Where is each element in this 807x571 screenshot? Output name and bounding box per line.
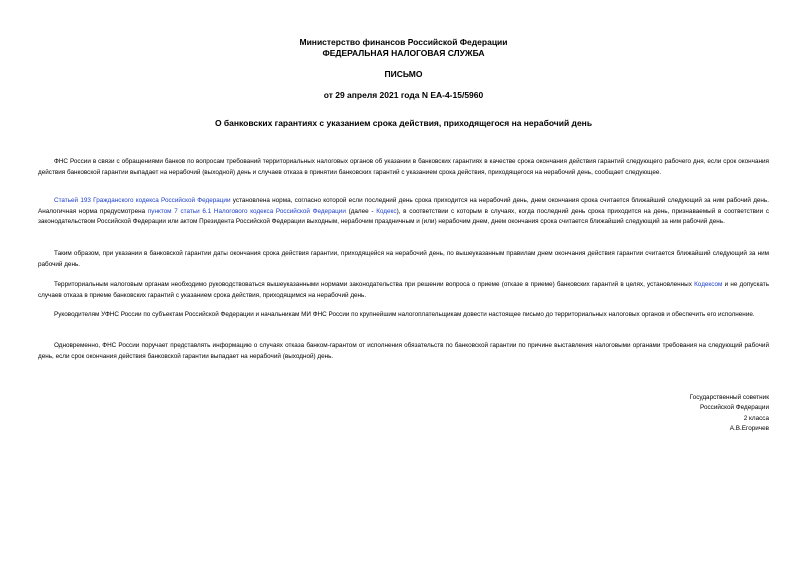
paragraph-4-text-2: и не допускать случаев отказа в приеме банковских гарантий с указанием срока действия, приходящимся на нерабочий день. bbox=[38, 281, 769, 299]
signature-title-1: Государственный советник bbox=[689, 394, 769, 401]
signature-block bbox=[609, 393, 769, 434]
paragraph-5: Руководителям УФНС России по субъектам Российской Федерации и начальникам МИ ФНС России по крупнейшим налогоплательщикам довести настоящее письмо до территориальных налоговых органов и обеспечить его исполнение. bbox=[54, 311, 755, 318]
link-tax-code-article-6-1[interactable]: пунктом 7 статьи 6.1 Налогового кодекса Российской Федерации bbox=[147, 207, 346, 215]
document-number: от 29 апреля 2021 года N ЕА-4-15/5960 bbox=[323, 90, 484, 100]
paragraph-2 bbox=[38, 196, 769, 228]
document-subject: О банковских гарантиях с указанием срока действия, приходящегося на нерабочий день bbox=[214, 118, 593, 128]
signature-title-2: Российской Федерации bbox=[700, 404, 769, 412]
signature-title-3: 2 класса bbox=[743, 414, 769, 422]
link-tax-code[interactable]: Кодекс bbox=[376, 207, 397, 215]
link-code[interactable]: Кодексом bbox=[694, 281, 723, 288]
paragraph-2-text-3: ), в соответствии с которым в случаях, когда последний день срока приходится на день, признаваемый в соответствии с законодательством Российской Федерации или актом Президента Российской Федерации выходным, нерабочим праздничным и (или) нерабочим днем, днем окончания срока считается ближайший следующий за ним рабочий день. bbox=[38, 207, 770, 226]
ministry-name: Министерство финансов Российской Федерации bbox=[299, 37, 508, 47]
signatory-name: А.В.Егоричев bbox=[729, 424, 769, 432]
paragraph-1: ФНС России в связи с обращениями банков по вопросам требований территориальных налоговых органов об указании в банковских гарантиях в качестве срока окончания действия гарантий следующего рабочего дня, если срок окончания действия банковской гарантии выпадает на нерабочий (выходной) день и случаев отказа в принятии банковских гарантий с указанием срока действия, приходящегося на нерабочий день, сообщает следующее. bbox=[38, 158, 769, 176]
paragraph-4 bbox=[38, 280, 769, 301]
document-type: ПИСЬМО bbox=[384, 69, 423, 79]
paragraph-6: Одновременно, ФНС России поручает представлять информацию о случаях отказа банком-гарантом от исполнения обязательств по банковской гарантии по причине выставления налоговыми органами требования на следующий рабочий день, если срок окончания действия банковской гарантии выпадает на нерабочий (выходной) день. bbox=[38, 342, 769, 360]
link-civil-code-article-193[interactable]: Статьей 193 Гражданского кодекса Российской Федерации bbox=[54, 197, 231, 204]
paragraph-4-text-1: Территориальным налоговым органам необходимо руководствоваться вышеуказанными нормами законодательства при решении вопроса о приеме (отказе в приеме) банковских гарантий в целях, установленных bbox=[54, 281, 695, 288]
paragraph-3: Таким образом, при указании в банковской гарантии даты окончания срока действия гарантии, приходящейся на нерабочий день, по вышеуказанным правилам днем окончания действия гарантии считается ближайший следующий за ним рабочий день. bbox=[38, 250, 769, 268]
paragraph-2-text-2: (далее - bbox=[345, 207, 377, 215]
service-name: ФЕДЕРАЛЬНАЯ НАЛОГОВАЯ СЛУЖБА bbox=[322, 48, 485, 58]
paragraph-2-text-1: установлена норма, согласно которой если последний день срока приходится на нерабочий день, днем окончания срока считается ближайший следующий за ним рабочий день. Аналогичная норма предусмотрена bbox=[38, 197, 770, 215]
